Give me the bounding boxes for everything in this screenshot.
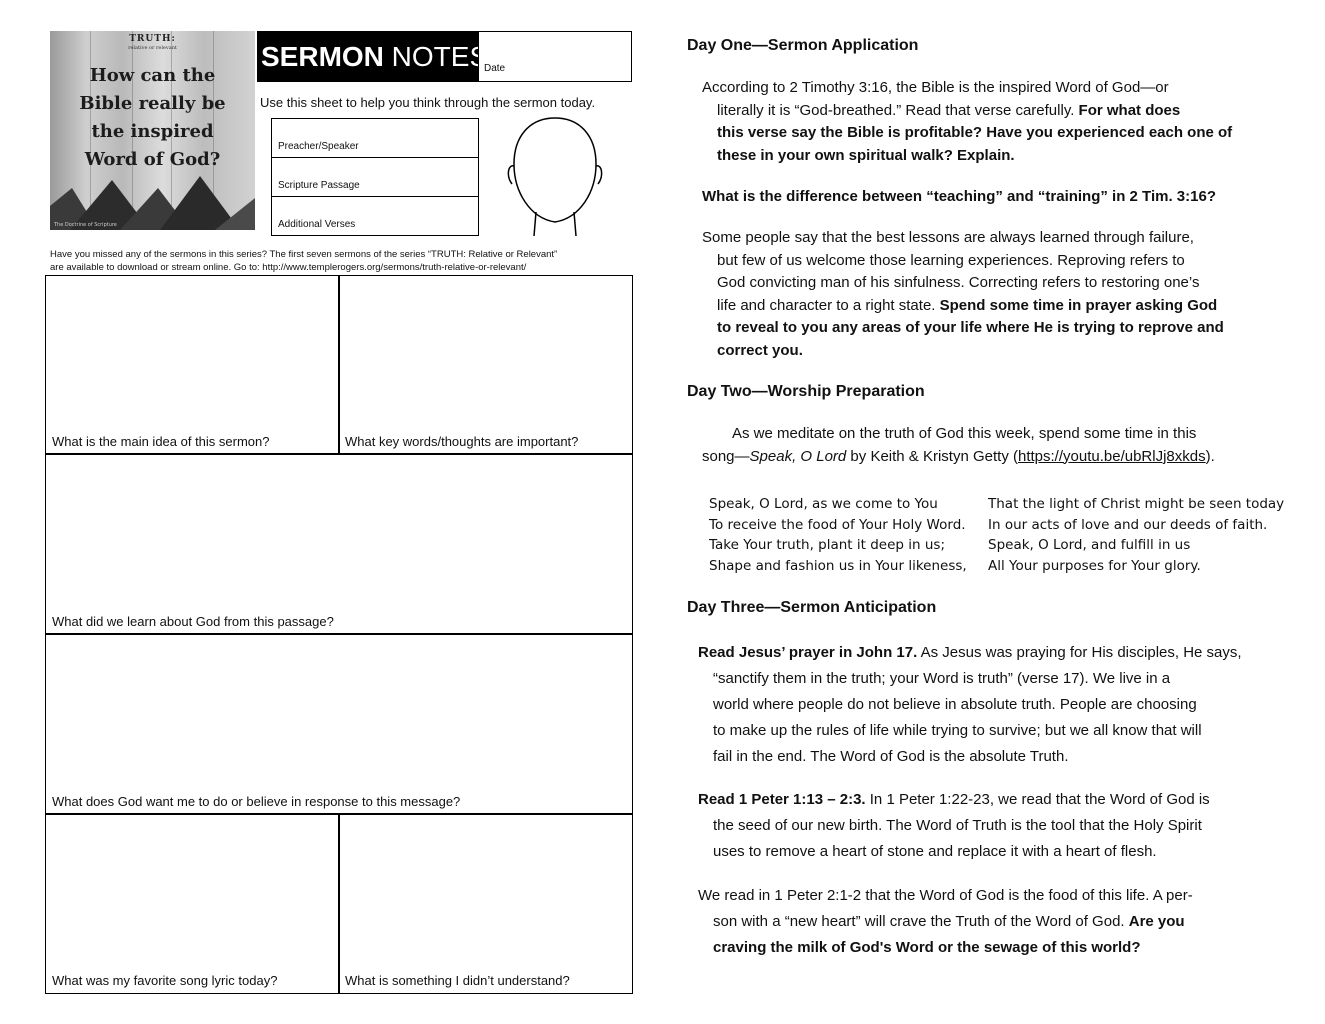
day-three-paragraph-1 <box>698 640 1242 770</box>
text-line <box>698 787 1210 813</box>
text-span-bold: Spend some time in prayer asking God <box>939 296 1218 314</box>
text-span: life and character to a right state. <box>717 296 940 314</box>
text-span: In 1 Peter 1:22-23, we read that the Word of God is <box>865 791 1210 808</box>
favorite-lyric-label: What was my favorite song lyric today? <box>52 973 278 988</box>
day-one-heading: Day One—Sermon Application <box>687 37 919 54</box>
text-span-bold: For what does <box>1078 101 1181 119</box>
text-line: correct you. <box>717 341 803 359</box>
lyric-line: That the light of Christ might be seen today <box>988 496 1285 512</box>
text-line: God convicting man of his sinfulness. Correcting refers to restoring one’s <box>717 274 1200 291</box>
face-outline-icon <box>500 114 610 239</box>
text-span-bold: Read Jesus’ prayer in John 17. <box>698 644 918 661</box>
lyric-line: Take Your truth, plant it deep in us; <box>709 537 946 553</box>
day-two-paragraph <box>702 423 1215 468</box>
series-notice-line: are available to download or stream online. Go to: http://www.templerogers.org/sermons/truth-relative-or-relevant/ <box>50 262 527 273</box>
song-link[interactable]: https://youtu.be/ubRlJj8xkds <box>1018 447 1206 465</box>
cover-title <box>54 62 251 174</box>
lyric-line: All Your purposes for Your glory. <box>988 557 1201 574</box>
cover-title-line: Word of God? <box>84 149 221 170</box>
text-line <box>698 909 1193 935</box>
key-words-box[interactable] <box>338 275 633 455</box>
learn-about-god-label: What did we learn about God from this passage? <box>52 614 334 629</box>
preacher-label: Preacher/Speaker <box>278 141 359 152</box>
cover-footer: The Doctrine of Scripture <box>54 222 117 228</box>
lyric-line: Speak, O Lord, and fulfill in us <box>988 537 1191 553</box>
didnt-understand-box[interactable] <box>338 813 633 994</box>
text-line: uses to remove a heart of stone and replace it with a heart of flesh. <box>713 843 1157 860</box>
cover-title-line: the inspired <box>91 121 214 142</box>
text-line: the seed of our new birth. The Word of Truth is the tool that the Holy Spirit <box>713 817 1202 834</box>
text-span-bold: Are you <box>1128 913 1185 930</box>
cover-title-line: Bible really be <box>79 93 226 114</box>
day-one-paragraph-2 <box>702 186 1216 209</box>
text-span: by Keith & Kristyn Getty ( <box>846 447 1018 465</box>
title-bold: SERMON <box>261 41 384 72</box>
series-notice-line: Have you missed any of the sermons in this series? The first seven sermons of the series “TRUTH: Relative or Relevant” <box>50 249 558 260</box>
day-two-heading: Day Two—Worship Preparation <box>687 383 925 400</box>
song-title: Speak, O Lord <box>749 447 847 465</box>
text-line: As we meditate on the truth of God this week, spend some time in this <box>732 425 1197 442</box>
day-three-paragraph-3 <box>698 883 1193 961</box>
day-three-paragraph-2 <box>698 787 1210 865</box>
text-line: “sanctify them in the truth; your Word is truth” (verse 17). We live in a <box>713 670 1171 687</box>
series-cover-image <box>50 31 255 230</box>
info-fields <box>271 118 479 236</box>
main-idea-box[interactable] <box>45 275 340 455</box>
text-span: ). <box>1205 447 1215 465</box>
lyric-line: To receive the food of Your Holy Word. <box>709 516 966 533</box>
text-line: this verse say the Bible is profitable? Have you experienced each one of <box>717 124 1233 141</box>
text-span: As Jesus was praying for His disciples, He says, <box>917 644 1242 661</box>
lyrics-left-column <box>709 494 967 576</box>
text-span-bold: Read 1 Peter 1:13 – 2:3. <box>698 791 866 808</box>
cover-badge: TRUTH: <box>129 34 176 44</box>
text-span: son with a “new heart” will crave the Truth of the Word of God. <box>713 913 1129 930</box>
additional-verses-field[interactable] <box>271 196 479 236</box>
favorite-lyric-box[interactable] <box>45 813 340 994</box>
scripture-field[interactable] <box>271 157 479 196</box>
day-one-paragraph-1 <box>702 77 1232 167</box>
text-line <box>702 446 1215 469</box>
text-line: What is the difference between “teaching” and “training” in 2 Tim. 3:16? <box>702 188 1216 205</box>
cover-title-line: How can the <box>89 65 216 86</box>
sermon-notes-title <box>257 31 489 82</box>
key-words-label: What key words/thoughts are important? <box>345 434 579 449</box>
lyric-line: Speak, O Lord, as we come to You <box>709 496 938 512</box>
text-span: literally it is “God-breathed.” Read that verse carefully. <box>717 101 1079 119</box>
text-line <box>702 100 1232 123</box>
text-line <box>698 640 1242 666</box>
text-line: to make up the rules of life while trying to survive; but we all know that will <box>713 722 1202 739</box>
text-line: Some people say that the best lessons are always learned through failure, <box>702 229 1194 246</box>
preacher-field[interactable] <box>271 118 479 157</box>
text-span: song— <box>702 447 750 465</box>
response-box[interactable] <box>45 633 633 815</box>
response-label: What does God want me to do or believe in response to this message? <box>52 794 461 809</box>
lyric-line: Shape and fashion us in Your likeness, <box>709 557 967 574</box>
text-line: to reveal to you any areas of your life where He is trying to reprove and <box>717 319 1224 336</box>
instructions-text: Use this sheet to help you think through the sermon today. <box>260 95 596 110</box>
text-line: According to 2 Timothy 3:16, the Bible is the inspired Word of God—or <box>702 79 1169 96</box>
date-label: Date <box>484 63 506 74</box>
text-line: these in your own spiritual walk? Explain. <box>717 146 1015 164</box>
text-line: fail in the end. The Word of God is the absolute Truth. <box>713 748 1069 765</box>
lyric-line: In our acts of love and our deeds of faith. <box>988 516 1268 533</box>
text-line <box>702 295 1224 318</box>
didnt-understand-label: What is something I didn’t understand? <box>345 973 570 988</box>
main-idea-label: What is the main idea of this sermon? <box>52 434 270 449</box>
additional-verses-label: Additional Verses <box>278 219 356 230</box>
text-line: world where people do not believe in absolute truth. People are choosing <box>713 696 1197 713</box>
cover-badge-subtitle: relative or relevant <box>128 45 177 51</box>
day-one-paragraph-3 <box>702 227 1224 362</box>
text-line: but few of us welcome those learning experiences. Reproving refers to <box>717 251 1185 269</box>
day-three-heading: Day Three—Sermon Anticipation <box>687 599 937 616</box>
date-field[interactable] <box>478 31 632 82</box>
scripture-label: Scripture Passage <box>278 180 360 191</box>
title-rest: NOTES <box>383 41 489 72</box>
series-notice <box>50 248 635 274</box>
lyrics-right-column <box>988 494 1284 576</box>
learn-about-god-box[interactable] <box>45 453 633 635</box>
text-line: craving the milk of God's Word or the sewage of this world? <box>713 939 1141 956</box>
text-line: We read in 1 Peter 2:1-2 that the Word of God is the food of this life. A per- <box>698 887 1193 904</box>
